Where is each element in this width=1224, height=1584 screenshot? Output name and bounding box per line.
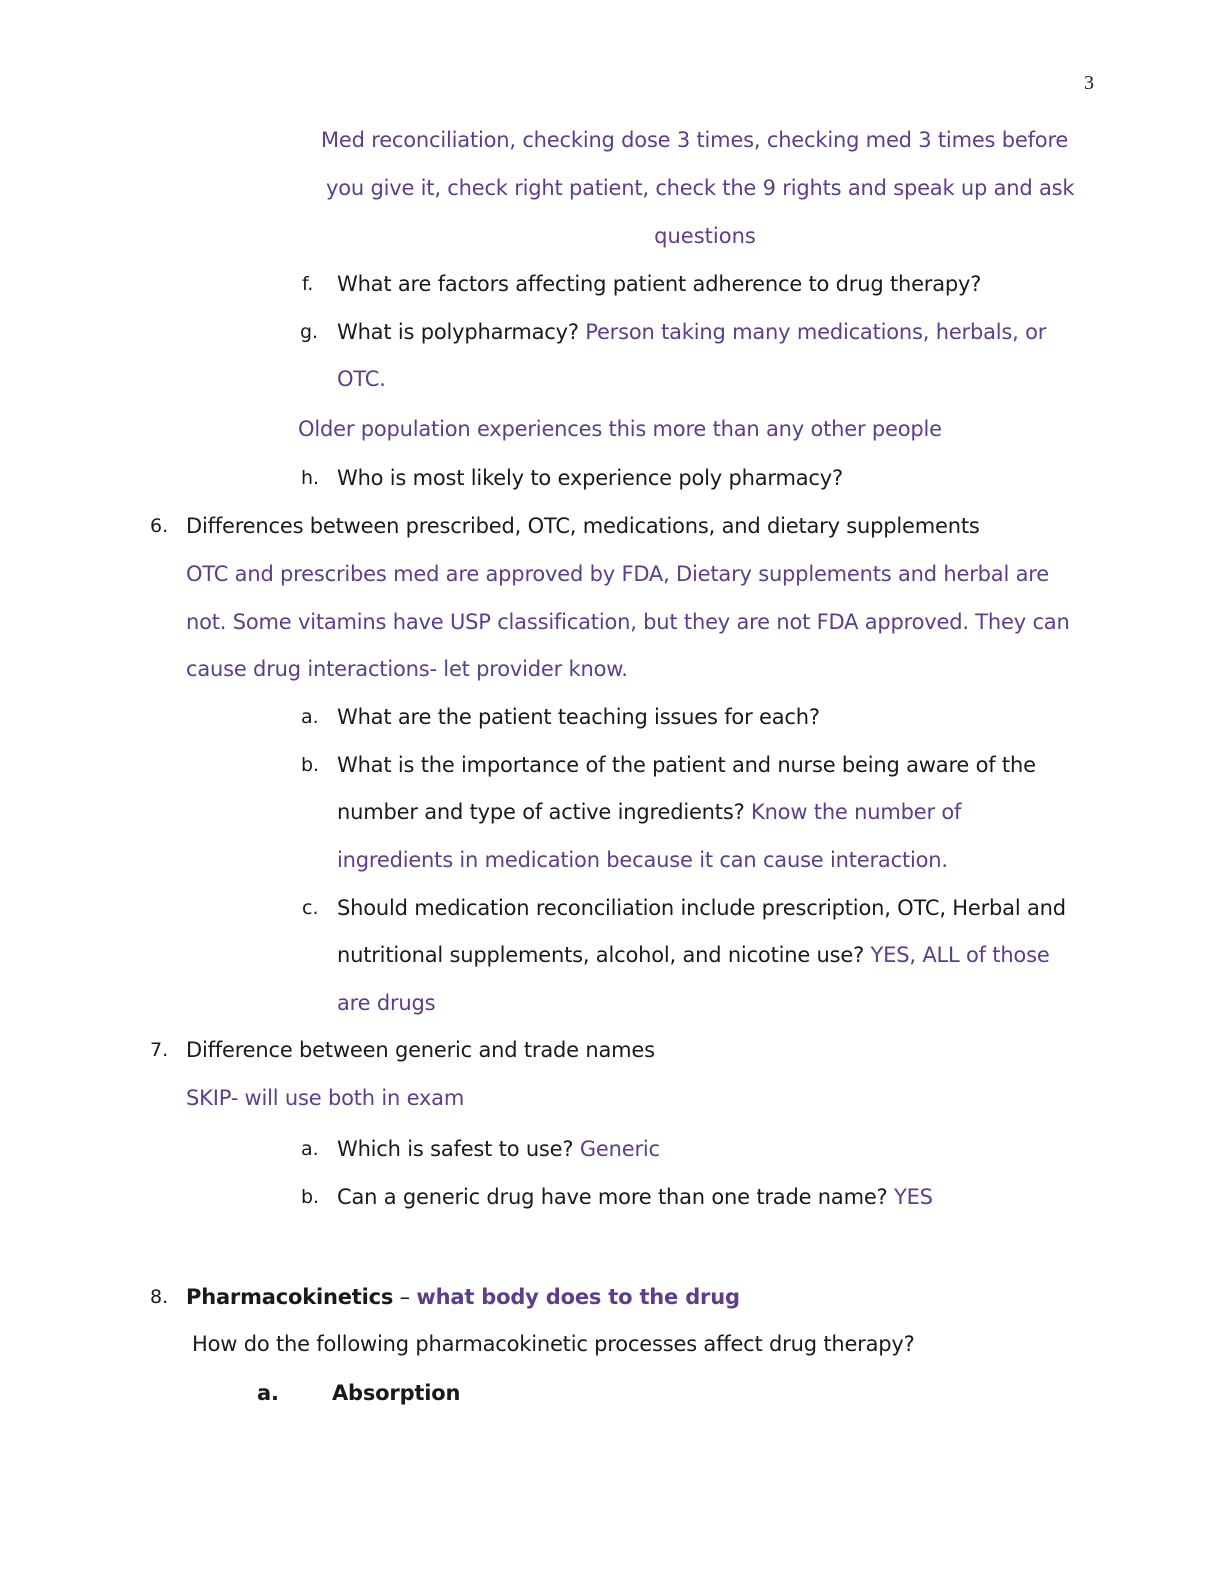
section-number: 8. (150, 1286, 169, 1308)
answer-text: YES, ALL of those (870, 943, 1050, 967)
question-line (337, 1183, 933, 1211)
question-line (337, 1135, 660, 1163)
question-line (337, 318, 1046, 346)
answer-line: Med reconciliation, checking dose 3 times, checking med 3 times before (321, 128, 1069, 152)
list-marker: b. (301, 1186, 320, 1208)
section-number: 6. (150, 515, 169, 537)
section-number: 7. (150, 1039, 169, 1061)
question-text: number and type of active ingredients? (337, 800, 745, 824)
answer-line: OTC and prescribes med are approved by FDA, Dietary supplements and herbal are (186, 562, 1049, 586)
list-marker: c. (302, 897, 319, 919)
section-heading-line (186, 1283, 740, 1311)
list-marker: f. (302, 273, 314, 295)
question-text: What are factors affecting patient adherence to drug therapy? (337, 272, 982, 296)
answer-line: SKIP- will use both in exam (186, 1086, 465, 1110)
list-marker: a. (301, 706, 319, 728)
question-text: nutritional supplements, alcohol, and nicotine use? (337, 943, 865, 967)
list-marker: h. (301, 467, 320, 489)
question-line (337, 941, 1050, 969)
answer-text: Know the number of (751, 800, 962, 824)
answer-note: Older population experiences this more than any other people (298, 417, 942, 441)
heading-answer: what body does to the drug (416, 1285, 740, 1309)
answer-line: not. Some vitamins have USP classification, but they are not FDA approved. They can (186, 610, 1070, 634)
list-marker: a. (301, 1138, 319, 1160)
page-number: 3 (1084, 72, 1094, 94)
question-text: What are the patient teaching issues for each? (337, 705, 820, 729)
list-marker: a. (257, 1381, 279, 1405)
question-text: What is polypharmacy? (337, 320, 579, 344)
section-heading: Pharmacokinetics (186, 1285, 394, 1309)
answer-text: YES (893, 1185, 933, 1209)
subsection-label: Absorption (332, 1381, 461, 1405)
question-text: Can a generic drug have more than one trade name? (337, 1185, 888, 1209)
answer-text: Generic (579, 1137, 660, 1161)
section-heading: Difference between generic and trade names (186, 1038, 655, 1062)
question-line (337, 798, 961, 826)
question-text: What is the importance of the patient and nurse being aware of the (337, 753, 1036, 777)
section-heading: Differences between prescribed, OTC, medications, and dietary supplements (186, 514, 980, 538)
question-text: Who is most likely to experience poly pharmacy? (337, 466, 843, 490)
question-text: Which is safest to use? (337, 1137, 574, 1161)
question-text: Should medication reconciliation include prescription, OTC, Herbal and (337, 896, 1066, 920)
answer-text: OTC. (337, 367, 386, 391)
answer-text: ingredients in medication because it can cause interaction. (337, 848, 948, 872)
answer-line: cause drug interactions- let provider know. (186, 657, 628, 681)
heading-dash: – (393, 1285, 417, 1309)
answer-text: Person taking many medications, herbals, or (585, 320, 1047, 344)
section-prompt: How do the following pharmacokinetic processes affect drug therapy? (192, 1332, 915, 1356)
list-marker: b. (301, 754, 320, 776)
answer-text: are drugs (337, 991, 436, 1015)
answer-line: you give it, check right patient, check the 9 rights and speak up and ask (326, 176, 1075, 200)
list-marker: g. (300, 321, 319, 343)
answer-line: questions (654, 224, 756, 248)
